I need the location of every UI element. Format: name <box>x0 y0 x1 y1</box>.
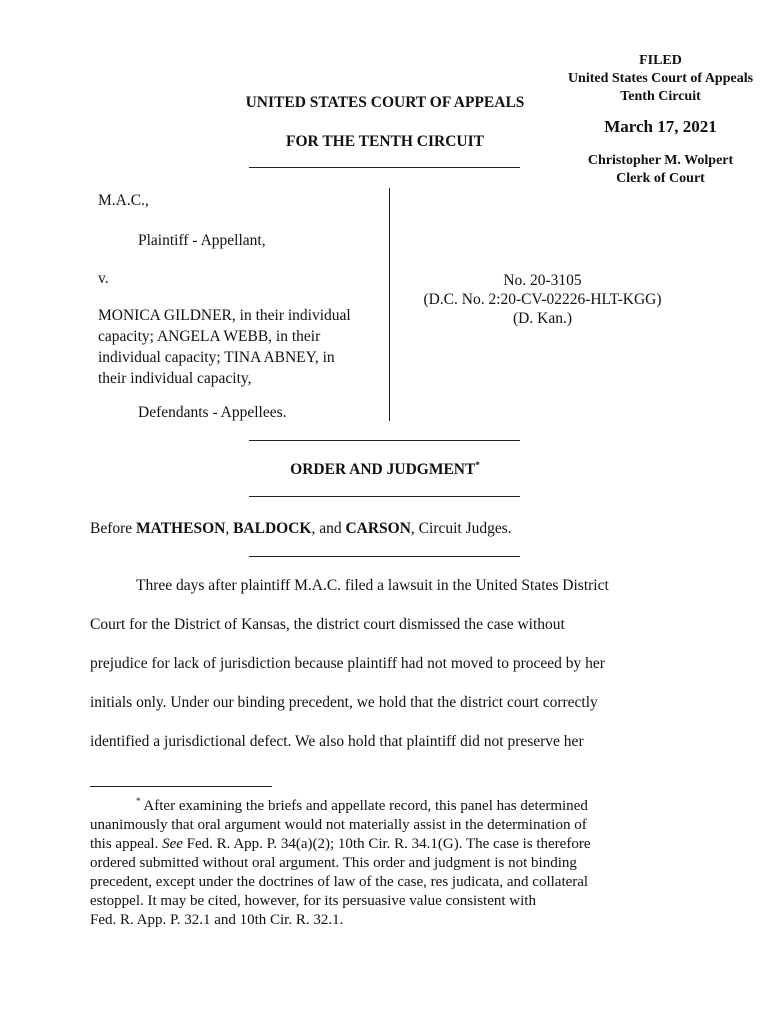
footnote-text: After examining the briefs and appellate record, this panel has determined <box>140 798 588 814</box>
footnote-separator <box>90 786 272 787</box>
caption-divider <box>389 188 390 421</box>
clerk-title: Clerk of Court <box>616 171 705 186</box>
footnote-line: precedent, except under the doctrines of law of the case, res judicata, and collateral <box>90 874 589 890</box>
footnote-text: Fed. R. App. P. 34(a)(2); 10th Cir. R. 34.1(G). The case is therefore <box>182 836 591 852</box>
footnote-line <box>90 835 690 854</box>
clerk-name: Christopher M. Wolpert <box>587 153 734 168</box>
defendants-line: their individual capacity, <box>98 370 252 387</box>
circuit-name: FOR THE TENTH CIRCUIT <box>286 133 484 150</box>
plaintiff-role: Plaintiff - Appellant, <box>138 232 266 249</box>
document-title <box>230 461 540 479</box>
caption-bottom-divider <box>249 440 520 441</box>
footnote-line: ordered submitted without oral argument. This order and judgment is not binding <box>90 855 577 871</box>
panel-sep: , <box>225 520 234 537</box>
header-divider <box>249 167 520 168</box>
footnote-mark: * <box>136 796 141 806</box>
panel-before: Before <box>90 520 137 537</box>
defendants-line: individual capacity; TINA ABNEY, in <box>98 349 335 366</box>
body-line: prejudice for lack of jurisdiction because plaintiff had not moved to proceed by her <box>90 655 605 672</box>
judge-name: CARSON <box>345 520 411 537</box>
title-footnote-mark: * <box>475 459 480 470</box>
plaintiff-name: M.A.C., <box>98 192 149 209</box>
title-text: ORDER AND JUDGMENT <box>290 461 476 478</box>
judge-name: MATHESON <box>136 520 226 537</box>
footnote-line <box>90 797 690 816</box>
defendants-role: Defendants - Appellees. <box>138 404 287 421</box>
defendants-line: capacity; ANGELA WEBB, in their <box>98 328 321 345</box>
judge-name: BALDOCK <box>233 520 312 537</box>
filed-stamp <box>548 52 770 188</box>
district-court: (D. Kan.) <box>513 310 572 327</box>
panel-after: , Circuit Judges. <box>410 520 512 537</box>
footnote <box>90 797 690 930</box>
panel-line <box>90 520 680 538</box>
footnote-line: estoppel. It may be cited, however, for its persuasive value consistent with <box>90 893 536 909</box>
case-number: No. 20-3105 <box>503 272 582 289</box>
case-numbers <box>405 271 680 328</box>
filed-label: FILED <box>639 53 682 68</box>
stamp-circuit: Tenth Circuit <box>620 89 701 104</box>
defendants-block <box>98 305 351 389</box>
footnote-line: Fed. R. App. P. 32.1 and 10th Cir. R. 32.1. <box>90 912 344 928</box>
versus: v. <box>98 270 109 287</box>
title-divider <box>249 496 520 497</box>
defendants-line: MONICA GILDNER, in their individual <box>98 307 351 324</box>
panel-sep: , and <box>311 520 346 537</box>
body-line: identified a jurisdictional defect. We also hold that plaintiff did not preserve her <box>90 733 584 750</box>
body-line: Three days after plaintiff M.A.C. filed a lawsuit in the United States District <box>136 577 609 594</box>
court-name: UNITED STATES COURT OF APPEALS <box>245 94 525 111</box>
footnote-text: this appeal. <box>90 836 163 852</box>
stamp-court: United States Court of Appeals <box>567 71 754 86</box>
district-case-number: (D.C. No. 2:20-CV-02226-HLT-KGG) <box>423 291 662 308</box>
footnote-signal: See <box>162 836 183 852</box>
footnote-line: unanimously that oral argument would not materially assist in the determination of <box>90 817 587 833</box>
panel-divider <box>249 556 520 557</box>
body-line: initials only. Under our binding precedent, we hold that the district court correctly <box>90 694 598 711</box>
filed-date: March 17, 2021 <box>604 117 717 136</box>
body-line: Court for the District of Kansas, the district court dismissed the case without <box>90 616 565 633</box>
